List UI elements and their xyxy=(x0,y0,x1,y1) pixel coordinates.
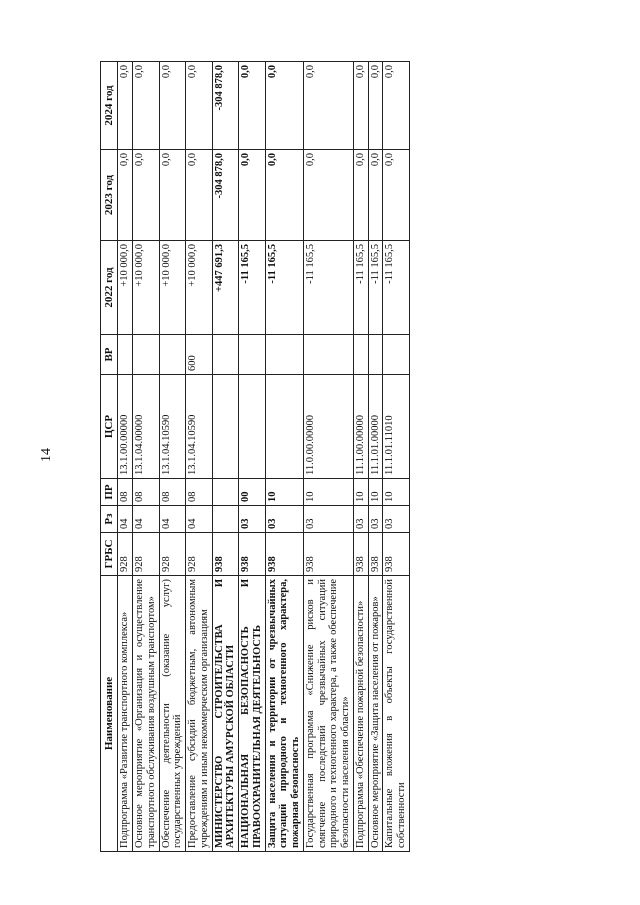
cell-2023: 0,0 xyxy=(186,150,213,241)
header-rz: Рз xyxy=(101,506,118,533)
cell-pr: 10 xyxy=(383,479,410,506)
cell-2024: -304 878,0 xyxy=(212,62,239,150)
cell-rz: 03 xyxy=(303,506,353,533)
cell-2023: 0,0 xyxy=(265,150,303,241)
cell-csr: 13.1.04.10590 xyxy=(159,375,186,479)
cell-2022: -11 165,5 xyxy=(368,241,383,335)
cell-name: Подпрограмма «Обеспечение пожарной безопасности» xyxy=(353,576,368,852)
cell-grbs: 938 xyxy=(239,533,266,576)
cell-vr xyxy=(353,335,368,375)
table-row xyxy=(118,62,133,852)
header-2024: 2024 год xyxy=(101,62,118,150)
cell-pr: 08 xyxy=(186,479,213,506)
cell-grbs: 928 xyxy=(118,533,133,576)
cell-2024: 0,0 xyxy=(239,62,266,150)
cell-grbs: 938 xyxy=(353,533,368,576)
cell-grbs: 928 xyxy=(133,533,160,576)
cell-csr xyxy=(212,375,239,479)
cell-2022: +10 000,0 xyxy=(118,241,133,335)
cell-2024: 0,0 xyxy=(383,62,410,150)
header-pr: ПР xyxy=(101,479,118,506)
header-grbs: ГРБС xyxy=(101,533,118,576)
rotated-table-container xyxy=(100,62,561,852)
cell-2024: 0,0 xyxy=(265,62,303,150)
table-row xyxy=(368,62,383,852)
table-row xyxy=(186,62,213,852)
cell-vr xyxy=(212,335,239,375)
cell-vr xyxy=(159,335,186,375)
cell-vr xyxy=(239,335,266,375)
cell-csr: 13.1.04.10590 xyxy=(186,375,213,479)
cell-csr: 13.1.04.00000 xyxy=(133,375,160,479)
cell-rz: 04 xyxy=(159,506,186,533)
cell-name: Государственная программа «Снижение рисков и смягчение последствий чрезвычайных ситуаций природного и техногенного характера, а также обеспечение безопасности населения области» xyxy=(303,576,353,852)
header-vr: ВР xyxy=(101,335,118,375)
cell-rz: 03 xyxy=(368,506,383,533)
table-row xyxy=(303,62,353,852)
cell-grbs: 928 xyxy=(159,533,186,576)
cell-grbs: 938 xyxy=(383,533,410,576)
cell-2024: 0,0 xyxy=(303,62,353,150)
cell-2022: +10 000,0 xyxy=(186,241,213,335)
cell-2023: 0,0 xyxy=(239,150,266,241)
cell-2024: 0,0 xyxy=(118,62,133,150)
table-row xyxy=(212,62,239,852)
cell-2023: 0,0 xyxy=(353,150,368,241)
cell-pr: 00 xyxy=(239,479,266,506)
page-number: 14 xyxy=(39,448,54,462)
cell-2022: -11 165,5 xyxy=(383,241,410,335)
cell-vr xyxy=(368,335,383,375)
cell-2022: +447 691,3 xyxy=(212,241,239,335)
header-name: Наименование xyxy=(101,576,118,852)
cell-csr: 11.1.00.00000 xyxy=(353,375,368,479)
cell-vr xyxy=(133,335,160,375)
cell-pr: 08 xyxy=(118,479,133,506)
cell-vr xyxy=(265,335,303,375)
cell-csr: 11.1.01.00000 xyxy=(368,375,383,479)
cell-name: МИНИСТЕРСТВО СТРОИТЕЛЬСТВА И АРХИТЕКТУРЫ АМУРСКОЙ ОБЛАСТИ xyxy=(212,576,239,852)
budget-table xyxy=(100,61,410,852)
cell-2023: -304 878,0 xyxy=(212,150,239,241)
cell-rz: 04 xyxy=(133,506,160,533)
cell-vr: 600 xyxy=(186,335,213,375)
cell-rz: 03 xyxy=(383,506,410,533)
cell-2023: 0,0 xyxy=(133,150,160,241)
table-row xyxy=(353,62,368,852)
cell-name: Основное мероприятие «Защита населения от пожаров» xyxy=(368,576,383,852)
cell-rz xyxy=(212,506,239,533)
cell-grbs: 938 xyxy=(303,533,353,576)
cell-2024: 0,0 xyxy=(133,62,160,150)
cell-csr: 13.1.00.00000 xyxy=(118,375,133,479)
cell-name: Основное мероприятие «Организация и осуществление транспортного обслуживания воздушным транспортом» xyxy=(133,576,160,852)
cell-grbs: 928 xyxy=(186,533,213,576)
cell-2022: -11 165,5 xyxy=(239,241,266,335)
cell-name: НАЦИОНАЛЬНАЯ БЕЗОПАСНОСТЬ И ПРАВООХРАНИТЕЛЬНАЯ ДЕЯТЕЛЬНОСТЬ xyxy=(239,576,266,852)
cell-vr xyxy=(383,335,410,375)
cell-2024: 0,0 xyxy=(368,62,383,150)
cell-csr: 11.1.01.11010 xyxy=(383,375,410,479)
cell-csr xyxy=(239,375,266,479)
cell-2023: 0,0 xyxy=(383,150,410,241)
header-2023: 2023 год xyxy=(101,150,118,241)
cell-pr: 08 xyxy=(159,479,186,506)
table-row xyxy=(133,62,160,852)
cell-csr xyxy=(265,375,303,479)
cell-csr: 11.0.00.00000 xyxy=(303,375,353,479)
cell-grbs: 938 xyxy=(265,533,303,576)
cell-name: Подпрограмма «Развитие транспортного комплекса» xyxy=(118,576,133,852)
cell-rz: 03 xyxy=(353,506,368,533)
header-2022: 2022 год xyxy=(101,241,118,335)
cell-name: Капитальные вложения в объекты государственной собственности xyxy=(383,576,410,852)
cell-2023: 0,0 xyxy=(303,150,353,241)
cell-pr xyxy=(212,479,239,506)
table-row xyxy=(159,62,186,852)
cell-2023: 0,0 xyxy=(159,150,186,241)
cell-2024: 0,0 xyxy=(353,62,368,150)
cell-grbs: 938 xyxy=(212,533,239,576)
cell-2023: 0,0 xyxy=(368,150,383,241)
table-row xyxy=(239,62,266,852)
cell-pr: 08 xyxy=(133,479,160,506)
cell-rz: 03 xyxy=(265,506,303,533)
cell-vr xyxy=(303,335,353,375)
cell-2024: 0,0 xyxy=(159,62,186,150)
cell-pr: 10 xyxy=(368,479,383,506)
cell-pr: 10 xyxy=(303,479,353,506)
header-csr: ЦСР xyxy=(101,375,118,479)
cell-2022: +10 000,0 xyxy=(159,241,186,335)
cell-2022: +10 000,0 xyxy=(133,241,160,335)
cell-2024: 0,0 xyxy=(186,62,213,150)
cell-rz: 03 xyxy=(239,506,266,533)
cell-2023: 0,0 xyxy=(118,150,133,241)
cell-2022: -11 165,5 xyxy=(353,241,368,335)
cell-2022: -11 165,5 xyxy=(265,241,303,335)
cell-vr xyxy=(118,335,133,375)
cell-pr: 10 xyxy=(265,479,303,506)
cell-grbs: 938 xyxy=(368,533,383,576)
table-header-row xyxy=(101,62,118,852)
table-row xyxy=(265,62,303,852)
cell-name: Защита населения и территории от чрезвычайных ситуаций природного и техногенного характера, пожарная безопасность xyxy=(265,576,303,852)
cell-rz: 04 xyxy=(118,506,133,533)
cell-name: Предоставление субсидий бюджетным, автономным учреждениям и иным некоммерческим организациям xyxy=(186,576,213,852)
table-row xyxy=(383,62,410,852)
cell-name: Обеспечение деятельности (оказание услуг) государственных учреждений xyxy=(159,576,186,852)
cell-pr: 10 xyxy=(353,479,368,506)
cell-2022: -11 165,5 xyxy=(303,241,353,335)
cell-rz: 04 xyxy=(186,506,213,533)
